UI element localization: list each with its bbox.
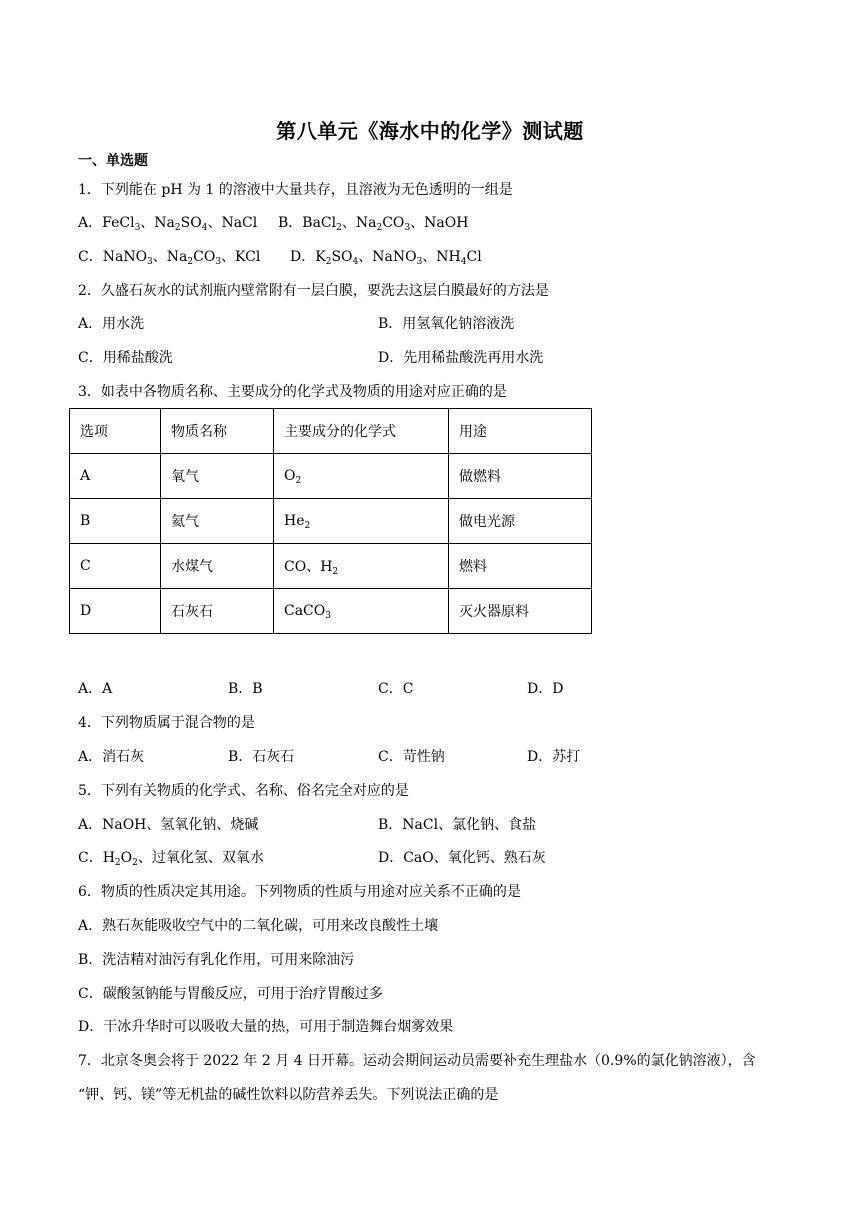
table-header-row <box>70 409 592 454</box>
table-cell: $He_2$ <box>274 499 449 544</box>
q2-stem: 2．久盛石灰水的试剂瓶内壁常附有一层白膜，要洗去这层白膜最好的方法是 <box>78 283 549 299</box>
table-row <box>70 544 592 589</box>
q5-option-b: B．NaCl、氯化钠、食盐 <box>378 817 537 833</box>
q6-option-d: D．干冰升华时可以吸收大量的热，可用于制造舞台烟雾效果 <box>78 1019 454 1035</box>
table-cell: D <box>70 589 161 634</box>
table-cell: 氦气 <box>161 499 274 544</box>
q3-option-a: A．A <box>78 681 113 697</box>
table-cell: CO、$H_2$ <box>274 544 449 589</box>
q1-option-b: B．BaCl$_2$、$Na_2CO_3$、NaOH <box>278 215 469 233</box>
q5-stem: 5．下列有关物质的化学式、名称、俗名完全对应的是 <box>78 783 409 799</box>
q7-stem-line1: 7．北京冬奥会将于 2022 年 2 月 4 日开幕。运动会期间运动员需要补充生理盐水（0.9%的氯化钠溶液），含 <box>78 1053 756 1069</box>
q1-option-a: A．FeCl$_3$、$Na_2SO_4$、NaCl <box>78 215 258 233</box>
table-cell: 做电光源 <box>449 499 592 544</box>
table-cell: CaCO$_3$ <box>274 589 449 634</box>
table-header-cell: 用途 <box>449 409 592 454</box>
q2-option-b: B．用氢氧化钠溶液洗 <box>378 316 515 332</box>
q3-option-c: C．C <box>378 681 414 697</box>
q4-option-b: B．石灰石 <box>228 749 295 765</box>
q7-stem-line2: “钾、钙、镁”等无机盐的碱性饮料以防营养丢失。下列说法正确的是 <box>78 1087 499 1103</box>
table-cell: B <box>70 499 161 544</box>
table-row <box>70 454 592 499</box>
table-header-cell: 物质名称 <box>161 409 274 454</box>
q6-option-c: C．碳酸氢钠能与胃酸反应，可用于治疗胃酸过多 <box>78 986 383 1002</box>
page-title: 第八单元《海水中的化学》测试题 <box>276 119 584 143</box>
q1-option-c: C．NaNO$_3$、$Na_2CO_3$、KCl <box>78 249 261 267</box>
section-heading: 一、单选题 <box>78 153 148 169</box>
table-cell: 氧气 <box>161 454 274 499</box>
q4-stem: 4．下列物质属于混合物的是 <box>78 715 255 731</box>
q6-option-b: B．洗洁精对油污有乳化作用，可用来除油污 <box>78 952 355 968</box>
q4-option-d: D．苏打 <box>527 749 581 765</box>
table-cell: 灭火器原料 <box>449 589 592 634</box>
q1-stem: 1．下列能在 pH 为 1 的溶液中大量共存，且溶液为无色透明的一组是 <box>78 182 513 198</box>
q4-option-a: A．消石灰 <box>78 749 145 765</box>
table-cell: 做燃料 <box>449 454 592 499</box>
table-cell: $O_2$ <box>274 454 449 499</box>
q6-option-a: A．熟石灰能吸收空气中的二氧化碳，可用来改良酸性土壤 <box>78 918 439 934</box>
q2-option-a: A．用水洗 <box>78 316 145 332</box>
table-cell: C <box>70 544 161 589</box>
q3-stem: 3．如表中各物质名称、主要成分的化学式及物质的用途对应正确的是 <box>78 384 507 400</box>
q5-option-d: D．CaO、氧化钙、熟石灰 <box>378 850 546 866</box>
q5-option-a: A．NaOH、氢氧化钠、烧碱 <box>78 817 259 833</box>
table-row <box>70 589 592 634</box>
q3-table <box>69 408 592 634</box>
q2-option-c: C．用稀盐酸洗 <box>78 350 173 366</box>
table-cell: 石灰石 <box>161 589 274 634</box>
q5-option-c: C．$H_2O_2$、过氧化氢、双氧水 <box>78 850 264 868</box>
table-header-cell: 主要成分的化学式 <box>274 409 449 454</box>
table-row <box>70 499 592 544</box>
q1-option-d: D．$K_2SO_4$、NaNO$_3$、$NH_4Cl$ <box>290 249 482 267</box>
q3-option-d: D．D <box>527 681 564 697</box>
table-header-cell: 选项 <box>70 409 161 454</box>
q3-option-b: B．B <box>228 681 263 697</box>
table-cell: 燃料 <box>449 544 592 589</box>
table-cell: A <box>70 454 161 499</box>
q6-stem: 6．物质的性质决定其用途。下列物质的性质与用途对应关系不正确的是 <box>78 884 521 900</box>
q4-option-c: C．苛性钠 <box>378 749 445 765</box>
table-cell: 水煤气 <box>161 544 274 589</box>
q2-option-d: D．先用稀盐酸洗再用水洗 <box>378 350 544 366</box>
